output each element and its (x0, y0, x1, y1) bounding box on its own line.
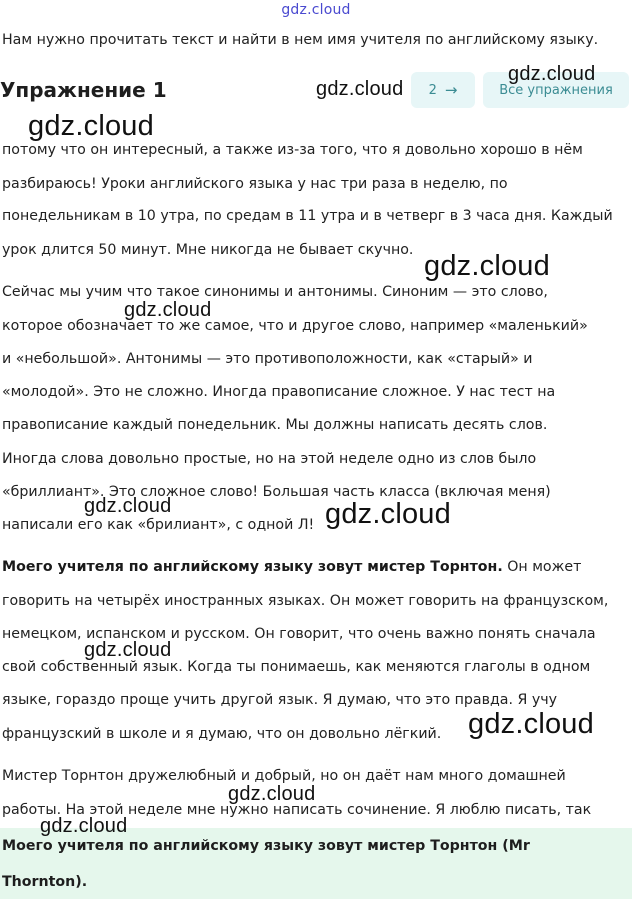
watermark: gdz.cloud (124, 299, 212, 321)
text-line: потому что он интересный, а также из-за того, что я довольно хорошо в нём (2, 142, 583, 158)
arrow-right-icon: → (444, 81, 458, 99)
watermark: gdz.cloud (84, 639, 172, 661)
watermark: gdz.cloud (40, 815, 128, 837)
teacher-sentence (2, 557, 632, 577)
text-line: языке, гораздо проще учить другой язык. Я думаю, что это правда. Я учу (2, 692, 558, 708)
text-line: говорить на четырёх иностранных языках. Он может говорить на французском, (2, 593, 609, 609)
watermark: gdz.cloud (508, 63, 596, 85)
text-line: которое обозначает то же самое, что и другое слово, например «маленький» (2, 318, 588, 334)
text-line: «бриллиант». Это сложное слово! Большая часть класса (включая меня) (2, 484, 551, 500)
top-watermark: gdz.cloud (281, 2, 351, 18)
text-line: Мистер Торнтон дружелюбный и добрый, но он даёт нам много домашней (2, 768, 566, 784)
text-line: понедельникам в 10 утра, по средам в 11 утра и в четверг в 3 часа дня. Каждый (2, 208, 613, 224)
text-line: разбираюсь! Уроки английского языка у нас три раза в неделю, по (2, 176, 508, 192)
answer-line-1: Моего учителя по английскому языку зовут мистер Торнтон (Mr (2, 838, 530, 854)
next-exercise-button[interactable] (411, 72, 475, 108)
text-line: французский в школе и я думаю, что он довольно лёгкий. (2, 726, 442, 742)
text-line: урок длится 50 минут. Мне никогда не бывает скучно. (2, 242, 414, 258)
teacher-name-highlight: Моего учителя по английскому языку зовут мистер Торнтон. (2, 559, 503, 575)
watermark: gdz.cloud (468, 708, 594, 740)
watermark: gdz.cloud (228, 783, 316, 805)
text-line: Иногда слова довольно простые, но на этой неделе одно из слов было (2, 451, 537, 467)
text-line: «молодой». Это не сложно. Иногда правописание сложное. У нас тест на (2, 384, 556, 400)
text-line: свой собственный язык. Когда ты понимаешь, как меняются глаголы в одном (2, 659, 591, 675)
watermark: gdz.cloud (325, 498, 451, 530)
answer-line-2: Thornton). (2, 874, 88, 890)
text-line: и «небольшой». Антонимы — это противоположности, как «старый» и (2, 351, 533, 367)
next-exercise-number: 2 (428, 82, 437, 98)
watermark: gdz.cloud (84, 495, 172, 517)
teacher-sentence-rest: Он может (502, 559, 582, 575)
text-line: правописание каждый понедельник. Мы должны написать десять слов. (2, 417, 548, 433)
watermark: gdz.cloud (28, 110, 154, 142)
text-line: немецком, испанском и русском. Он говорит, что очень важно понять сначала (2, 626, 596, 642)
intro-text: Нам нужно прочитать текст и найти в нем имя учителя по английскому языку. (2, 32, 599, 48)
text-line: написали его как «брилиант», с одной Л! (2, 517, 315, 533)
answer-box (0, 828, 632, 899)
watermark: gdz.cloud (424, 250, 550, 282)
watermark: gdz.cloud (316, 78, 404, 100)
text-line: работы. На этой неделе мне нужно написать сочинение. Я люблю писать, так (2, 802, 592, 818)
text-line: Сейчас мы учим что такое синонимы и антонимы. Синоним — это слово, (2, 284, 548, 300)
all-exercises-button[interactable]: Все упражнения (483, 72, 629, 108)
exercise-title: Упражнение 1 (0, 78, 167, 102)
